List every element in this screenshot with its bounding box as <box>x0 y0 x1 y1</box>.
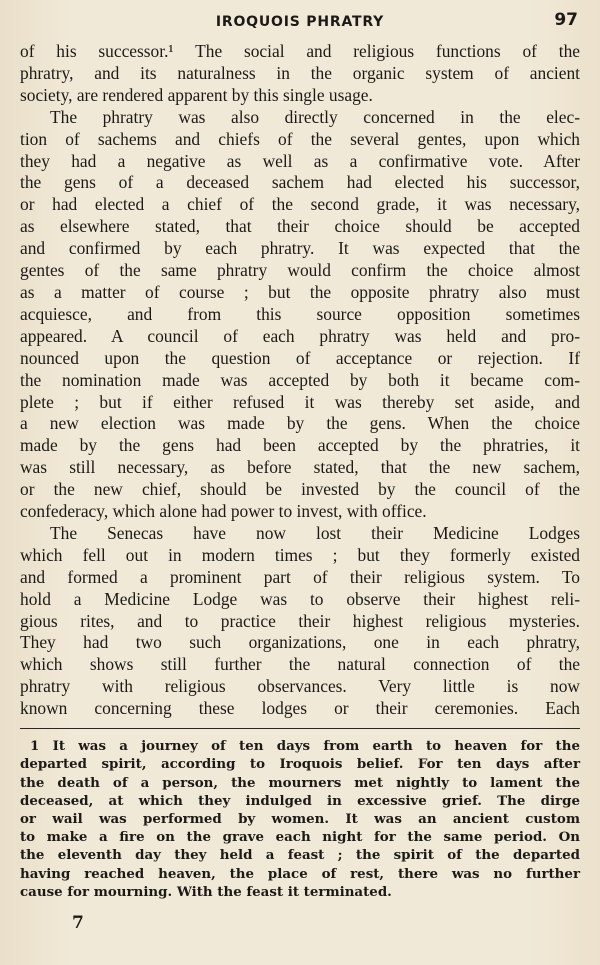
text-line: confederacy, which alone had power to invest, with office. <box>20 501 427 522</box>
text-line: The phratry was also directly concerned in the elec- <box>50 106 580 127</box>
page-number: 97 <box>554 10 578 30</box>
footnote-line: deceased, at which they indulged in excessive grief. The dirge <box>20 792 580 809</box>
footnote-line: 1 It was a journey of ten days from earth to heaven for the <box>30 738 580 755</box>
text-line: gentes of the same phratry would confirm the choice almost <box>20 260 580 281</box>
text-line: and formed a prominent part of their religious system. To <box>20 566 580 587</box>
footnote <box>20 737 580 901</box>
text-line: the gens of a deceased sachem had elected his successor, <box>20 172 580 193</box>
footnote-line: departed spirit, according to Iroquois belief. For ten days after <box>20 756 580 773</box>
text-line: and confirmed by each phratry. It was expected that the <box>20 238 580 259</box>
text-line: the nomination made was accepted by both it became com- <box>20 369 580 390</box>
text-line: a new election was made by the gens. When the choice <box>20 413 580 434</box>
text-line: of his successor.¹ The social and religious functions of the <box>20 41 580 61</box>
footnote-line: having reached heaven, the place of rest, there was no further <box>20 865 580 882</box>
text-line: gious rites, and to practice their highest religious mysteries. <box>20 610 580 631</box>
text-line: or had elected a chief of the second grade, it was necessary, <box>20 194 580 215</box>
text-line: phratry with religious observances. Very little is now <box>20 676 580 697</box>
text-line: acquiesce, and from this source opposition sometimes <box>20 303 580 324</box>
footnote-line: to make a fire on the grave each night for the same period. On <box>20 829 580 846</box>
text-line: which shows still further the natural connection of the <box>20 654 580 675</box>
running-title: IROQUOIS PHRATRY <box>215 14 385 30</box>
text-line: known concerning these lodges or their ceremonies. Each <box>20 698 580 719</box>
text-line: which fell out in modern times ; but they formerly existed <box>20 544 580 565</box>
footnote-line: the death of a person, the mourners met nightly to lament the <box>20 774 580 791</box>
text-line: society, are rendered apparent by this single usage. <box>20 84 373 105</box>
text-line: nounced upon the question of acceptance or rejection. If <box>20 347 580 368</box>
text-line: or the new chief, should be invested by the council of the <box>20 479 580 500</box>
text-line: as a matter of course ; but the opposite phratry also must <box>20 281 580 302</box>
footnote-line: cause for mourning. With the feast it terminated. <box>20 883 392 900</box>
body-text <box>20 41 580 720</box>
footnote-line: or wail was performed by women. It was an ancient custom <box>20 810 580 827</box>
footnote-rule <box>20 728 580 729</box>
text-line: appeared. A council of each phratry was held and pro- <box>20 325 580 346</box>
text-line: they had a negative as well as a confirmative vote. After <box>20 150 580 171</box>
footnote-line: the eleventh day they held a feast ; the spirit of the departed <box>20 847 580 864</box>
text-line: tion of sachems and chiefs of the several gentes, upon which <box>20 128 580 149</box>
text-line: hold a Medicine Lodge was to observe their highest reli- <box>20 588 580 609</box>
text-line: phratry, and its naturalness in the organic system of ancient <box>20 62 580 83</box>
signature-mark: 7 <box>72 912 84 933</box>
text-line: The Senecas have now lost their Medicine Lodges <box>50 522 580 543</box>
text-line: They had two such organizations, one in each phratry, <box>20 632 580 653</box>
text-line: as elsewhere stated, that their choice should be accepted <box>20 216 580 237</box>
text-line: plete ; but if either refused it was thereby set aside, and <box>20 391 580 412</box>
text-line: made by the gens had been accepted by the phratries, it <box>20 435 580 456</box>
running-head <box>20 8 580 38</box>
text-line: was still necessary, as before stated, that the new sachem, <box>20 457 580 478</box>
